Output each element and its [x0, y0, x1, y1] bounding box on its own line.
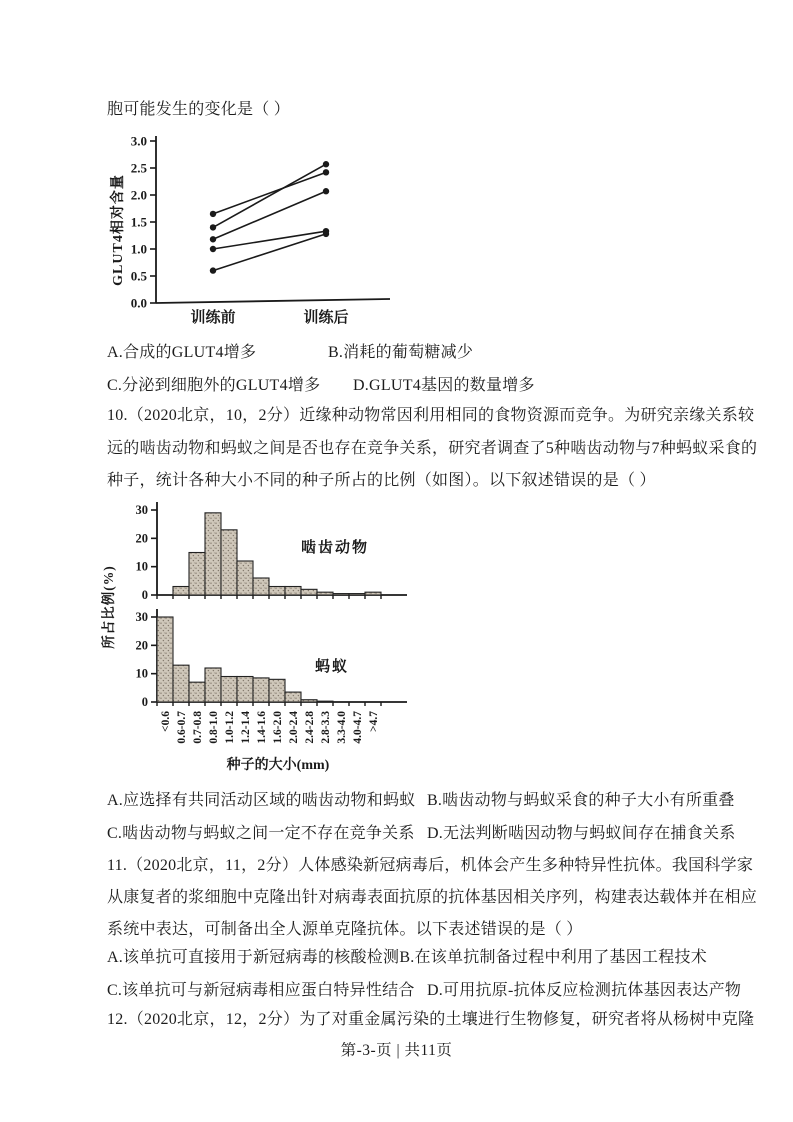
svg-text:10: 10 — [135, 559, 148, 574]
data-point — [323, 188, 329, 194]
question-11-options-cd — [107, 981, 741, 1001]
question-9-option-c: C.分泌到细胞外的GLUT4增多 — [107, 377, 321, 394]
data-point — [210, 224, 216, 230]
svg-text:训练后: 训练后 — [303, 310, 349, 326]
question-10-option-a: A.应选择有共同活动区域的啮齿动物和蚂蚁 — [107, 792, 416, 809]
bar-啮齿动物-2.0-2.4 — [285, 587, 301, 596]
question-9-stem: 胞可能发生的变化是（ ） — [107, 101, 291, 118]
bar-蚂蚁-<0.6 — [157, 617, 173, 702]
svg-text:10: 10 — [135, 666, 148, 681]
page-footer: 第-3-页 | 共11页 — [340, 1042, 453, 1059]
bar-啮齿动物-0.6-0.7 — [173, 587, 189, 596]
svg-text:0: 0 — [141, 588, 148, 602]
glut4-line-chart — [98, 130, 398, 335]
panel-label: 蚂蚁 — [315, 659, 350, 675]
svg-text:<0.6: <0.6 — [160, 711, 172, 732]
question-11-option-c: C.该单抗可与新冠病毒相应蛋白特异性结合 — [107, 982, 415, 999]
bar-蚂蚁-2.4-2.8 — [301, 700, 317, 702]
svg-text:>4.7: >4.7 — [368, 711, 380, 732]
bar-啮齿动物-3.3-4.0 — [333, 594, 349, 595]
bar-啮齿动物-1.4-1.6 — [253, 578, 269, 595]
data-point — [210, 236, 216, 242]
data-point — [210, 211, 216, 217]
svg-text:20: 20 — [135, 531, 148, 546]
svg-text:20: 20 — [135, 638, 148, 653]
question-9-options-ab — [107, 343, 473, 363]
svg-text:1.0-1.2: 1.0-1.2 — [224, 711, 236, 744]
svg-text:3.3-4.0: 3.3-4.0 — [336, 711, 348, 744]
question-12-line-1: 12.（2020北京，12，2分）为了对重金属污染的土壤进行生物修复，研究者将从杨树中克隆 — [107, 1011, 755, 1028]
question-11-option-b: B.在该单抗制备过程中利用了基因工程技术 — [399, 949, 707, 966]
question-10-option-d: D.无法判断啮因动物与蚂蚁间存在捕食关系 — [427, 825, 736, 842]
svg-text:30: 30 — [135, 610, 148, 624]
series-line-subject-2 — [213, 164, 326, 227]
svg-text:1.5: 1.5 — [130, 214, 147, 230]
data-point — [323, 231, 329, 237]
bar-蚂蚁-1.2-1.4 — [237, 677, 253, 703]
svg-text:训练前: 训练前 — [190, 310, 236, 326]
svg-text:2.0: 2.0 — [130, 187, 147, 203]
bar-啮齿动物->4.7 — [365, 592, 381, 595]
bar-啮齿动物-2.8-3.3 — [317, 592, 333, 595]
panel-label: 啮齿动物 — [301, 540, 370, 556]
svg-text:2.0-2.4: 2.0-2.4 — [288, 711, 300, 744]
bar-蚂蚁-0.8-1.0 — [205, 668, 221, 702]
svg-text:GLUT4相对含量: GLUT4相对含量 — [111, 174, 126, 286]
bar-啮齿动物-4.0-4.7 — [349, 594, 365, 595]
series-line-subject-1 — [213, 172, 326, 214]
svg-text:1.4-1.6: 1.4-1.6 — [256, 711, 268, 744]
bar-蚂蚁-1.0-1.2 — [221, 677, 237, 703]
svg-text:0.5: 0.5 — [130, 268, 147, 284]
svg-text:2.8-3.3: 2.8-3.3 — [320, 711, 332, 744]
question-9-option-b: B.消耗的葡萄糖减少 — [328, 344, 474, 361]
bar-蚂蚁-2.8-3.3 — [317, 701, 333, 702]
question-10-option-c: C.啮齿动物与蚂蚁之间一定不存在竞争关系 — [107, 825, 415, 842]
seed-size-histograms — [95, 492, 440, 780]
question-11-option-a: A.该单抗可直接用于新冠病毒的核酸检测 — [107, 949, 400, 966]
line-chart-canvas — [109, 134, 390, 327]
question-10-line-1: 10.（2020北京，10，2分）近缘种动物常因利用相同的食物资源而竞争。为研究亲缘关系较 — [107, 407, 755, 424]
question-9-options-cd — [107, 376, 535, 396]
question-9-option-d: D.GLUT4基因的数量增多 — [353, 377, 535, 394]
question-10-line-3: 种子，统计各种大小不同的种子所占的比例（如图）。以下叙述错误的是（ ） — [107, 472, 656, 489]
data-point — [210, 246, 216, 252]
bar-蚂蚁-0.6-0.7 — [173, 665, 189, 702]
histogram-canvas — [100, 502, 407, 773]
bar-蚂蚁-1.4-1.6 — [253, 678, 269, 702]
svg-text:0.6-0.7: 0.6-0.7 — [176, 711, 188, 744]
bar-啮齿动物-1.2-1.4 — [237, 561, 253, 595]
bar-啮齿动物-1.6-2.0 — [269, 587, 285, 596]
bar-啮齿动物-1.0-1.2 — [221, 530, 237, 595]
question-11-line-1: 11.（2020北京，11，2分）人体感染新冠病毒后，机体会产生多种特异性抗体。我国科学家 — [107, 857, 754, 874]
svg-text:3.0: 3.0 — [130, 133, 147, 149]
svg-text:1.2-1.4: 1.2-1.4 — [240, 711, 252, 744]
svg-text:4.0-4.7: 4.0-4.7 — [352, 711, 364, 744]
bar-蚂蚁-2.0-2.4 — [285, 692, 301, 702]
question-11-line-3: 系统中表达，可制备出全人源单克隆抗体。以下表述错误的是（ ） — [107, 921, 583, 938]
question-11-option-d: D.可用抗原-抗体反应检测抗体基因表达产物 — [427, 982, 742, 999]
bar-啮齿动物-0.8-1.0 — [205, 513, 221, 595]
svg-text:种子的大小(mm): 种子的大小(mm) — [226, 758, 330, 773]
question-11-line-2: 从康复者的浆细胞中克隆出针对病毒表面抗原的抗体基因相关序列，构建表达载体并在相应 — [107, 889, 758, 906]
question-10-options-ab — [107, 791, 735, 811]
svg-text:2.4-2.8: 2.4-2.8 — [304, 711, 316, 744]
svg-text:1.6-2.0: 1.6-2.0 — [272, 711, 284, 744]
svg-text:所占比例(%): 所占比例(%) — [101, 565, 116, 649]
question-10-line-2: 远的啮齿动物和蚂蚁之间是否也存在竞争关系，研究者调查了5种啮齿动物与7种蚂蚁采食的 — [107, 440, 758, 457]
svg-text:30: 30 — [135, 503, 148, 517]
bar-啮齿动物-0.7-0.8 — [189, 553, 205, 596]
question-11-options-ab — [107, 948, 707, 968]
bar-蚂蚁-1.6-2.0 — [269, 679, 285, 702]
svg-text:1.0: 1.0 — [130, 241, 147, 257]
question-9-option-a: A.合成的GLUT4增多 — [107, 344, 257, 361]
data-point — [323, 161, 329, 167]
bar-蚂蚁-0.7-0.8 — [189, 682, 205, 702]
svg-text:0.7-0.8: 0.7-0.8 — [192, 711, 204, 744]
svg-text:0: 0 — [141, 695, 148, 709]
data-point — [323, 169, 329, 175]
data-point — [210, 267, 216, 273]
svg-text:0.8-1.0: 0.8-1.0 — [208, 711, 220, 744]
question-10-options-cd — [107, 824, 736, 844]
bar-啮齿动物-2.4-2.8 — [301, 589, 317, 595]
svg-text:0.0: 0.0 — [130, 295, 147, 311]
svg-text:2.5: 2.5 — [130, 160, 147, 176]
question-10-option-b: B.啮齿动物与蚂蚁采食的种子大小有所重叠 — [427, 792, 735, 809]
series-line-subject-3 — [213, 191, 326, 239]
